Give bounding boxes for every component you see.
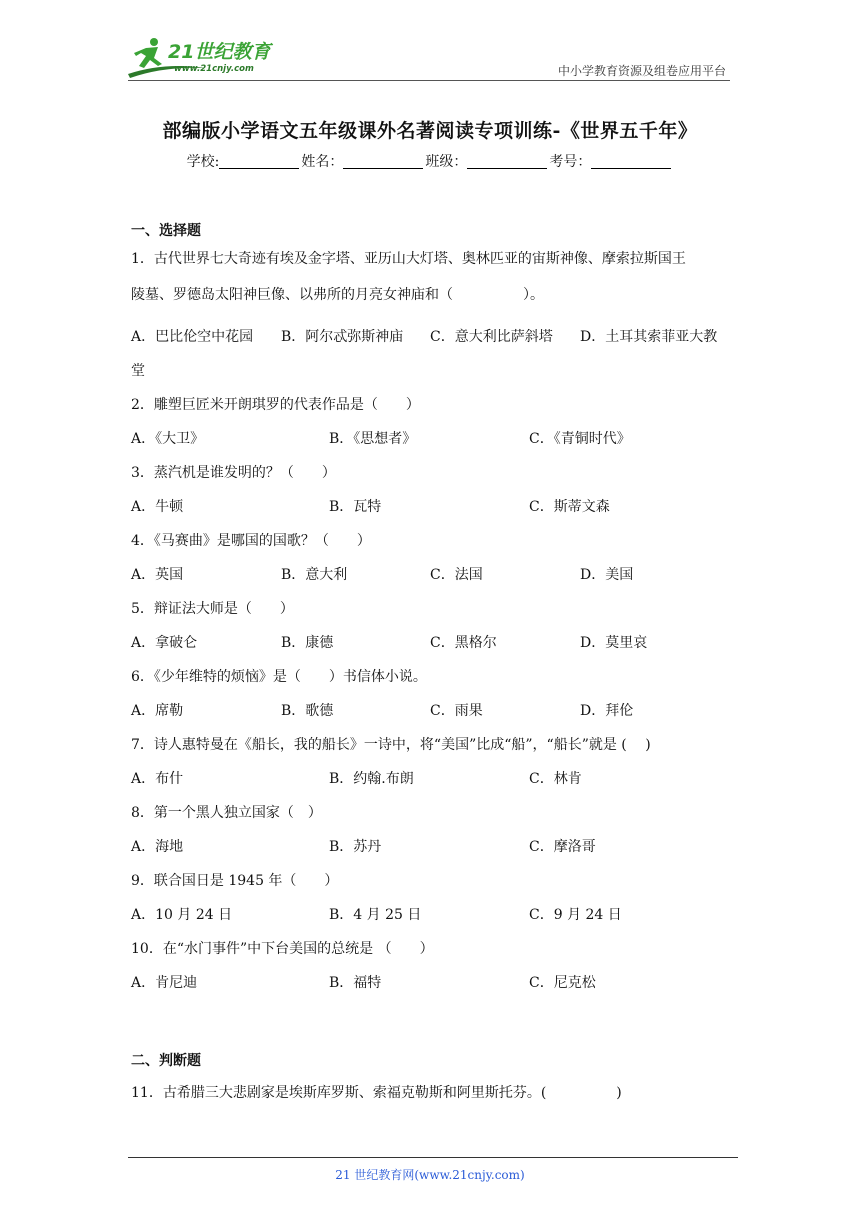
option-b: B．歌德: [281, 703, 334, 719]
option-d: D．土耳其索菲亚大教: [580, 329, 718, 345]
option-a: A．席勒: [131, 703, 184, 719]
option-d: D．美国: [580, 567, 634, 583]
number-label: 考号：: [549, 154, 592, 170]
option-c: C．斯蒂文森: [529, 499, 610, 515]
option-b: B．阿尔忒弥斯神庙: [281, 329, 404, 345]
option-b: B．约翰.布朗: [329, 771, 414, 787]
question-7-stem: 7．诗人惠特曼在《船长，我的船长》一诗中，将“美国”比成“船”，“船长”就是 ( ): [131, 737, 651, 753]
platform-name: 中小学教育资源及组卷应用平台: [557, 64, 726, 78]
option-c: C．雨果: [430, 703, 483, 719]
logo: [124, 34, 294, 80]
question-4-stem: 4．《马赛曲》是哪国的国歌？（ ）: [131, 533, 371, 549]
question-10-stem: 10．在“水门事件”中下台美国的总统是 （ ）: [131, 941, 434, 957]
question-3-stem: 3．蒸汽机是谁发明的？（ ）: [131, 465, 336, 481]
option-b: B．4 月 25 日: [329, 907, 422, 923]
section-judgement-heading: 二、判断题: [131, 1053, 201, 1069]
question-1-line-1: 1．古代世界七大奇迹有埃及金字塔、亚历山大灯塔、奥林匹亚的宙斯神像、摩索拉斯国王: [131, 251, 686, 267]
header-divider: [128, 80, 730, 81]
school-label: 学校:: [186, 154, 220, 170]
option-b: B．康德: [281, 635, 334, 651]
question-1-option-d-continued: 堂: [131, 363, 145, 379]
page-title: 部编版小学语文五年级课外名著阅读专项训练-《世界五千年》: [162, 120, 698, 142]
school-blank[interactable]: [219, 154, 299, 169]
class-label: 班级：: [425, 154, 468, 170]
section-choice-heading: 一、选择题: [131, 223, 201, 239]
option-a: A．拿破仑: [131, 635, 198, 651]
name-blank[interactable]: [343, 154, 423, 169]
option-b: B．福特: [329, 975, 382, 991]
option-c: C．意大利比萨斜塔: [430, 329, 553, 345]
option-c: C．9 月 24 日: [529, 907, 622, 923]
class-blank[interactable]: [467, 154, 547, 169]
option-b: B．瓦特: [329, 499, 382, 515]
question-6-stem: 6．《少年维特的烦恼》是（ ）书信体小说。: [131, 669, 427, 685]
footer-link[interactable]: 21 世纪教育网(www.21cnjy.com): [335, 1168, 525, 1182]
logo-url: www.21cnjy.com: [174, 64, 254, 74]
option-c: C．《青铜时代》: [529, 431, 631, 447]
question-9-stem: 9．联合国日是 1945 年（ ）: [131, 873, 339, 889]
option-c: C．法国: [430, 567, 483, 583]
option-a: A．布什: [131, 771, 184, 787]
option-a: A．牛顿: [131, 499, 184, 515]
option-d: D．拜伦: [580, 703, 634, 719]
question-1-line-2: 陵墓、罗德岛太阳神巨像、以弗所的月亮女神庙和（ ）。: [131, 287, 544, 303]
option-a: A．肯尼迪: [131, 975, 198, 991]
question-8-stem: 8．第一个黑人独立国家（ ）: [131, 805, 322, 821]
option-a: A．巴比伦空中花园: [131, 329, 254, 345]
number-blank[interactable]: [591, 154, 671, 169]
option-c: C．摩洛哥: [529, 839, 596, 855]
question-5-stem: 5．辩证法大师是（ ）: [131, 601, 294, 617]
option-c: C．黑格尔: [430, 635, 497, 651]
option-a: A．《大卫》: [131, 431, 205, 447]
option-b: B．意大利: [281, 567, 348, 583]
question-11-stem: 11．古希腊三大悲剧家是埃斯库罗斯、索福克勒斯和阿里斯托芬。( ): [131, 1085, 622, 1101]
footer-divider: [128, 1157, 738, 1158]
question-2-stem: 2．雕塑巨匠米开朗琪罗的代表作品是（ ）: [131, 397, 420, 413]
logo-text: 21世纪教育: [168, 41, 271, 63]
student-info: [0, 151, 860, 171]
runner-logo-icon: [124, 34, 294, 80]
name-label: 姓名：: [301, 154, 344, 170]
option-a: A．海地: [131, 839, 184, 855]
option-c: C．尼克松: [529, 975, 596, 991]
option-b: B．《思想者》: [329, 431, 417, 447]
option-d: D．莫里哀: [580, 635, 648, 651]
option-c: C．林肯: [529, 771, 582, 787]
option-a: A．英国: [131, 567, 184, 583]
option-b: B．苏丹: [329, 839, 382, 855]
option-a: A．10 月 24 日: [131, 907, 233, 923]
